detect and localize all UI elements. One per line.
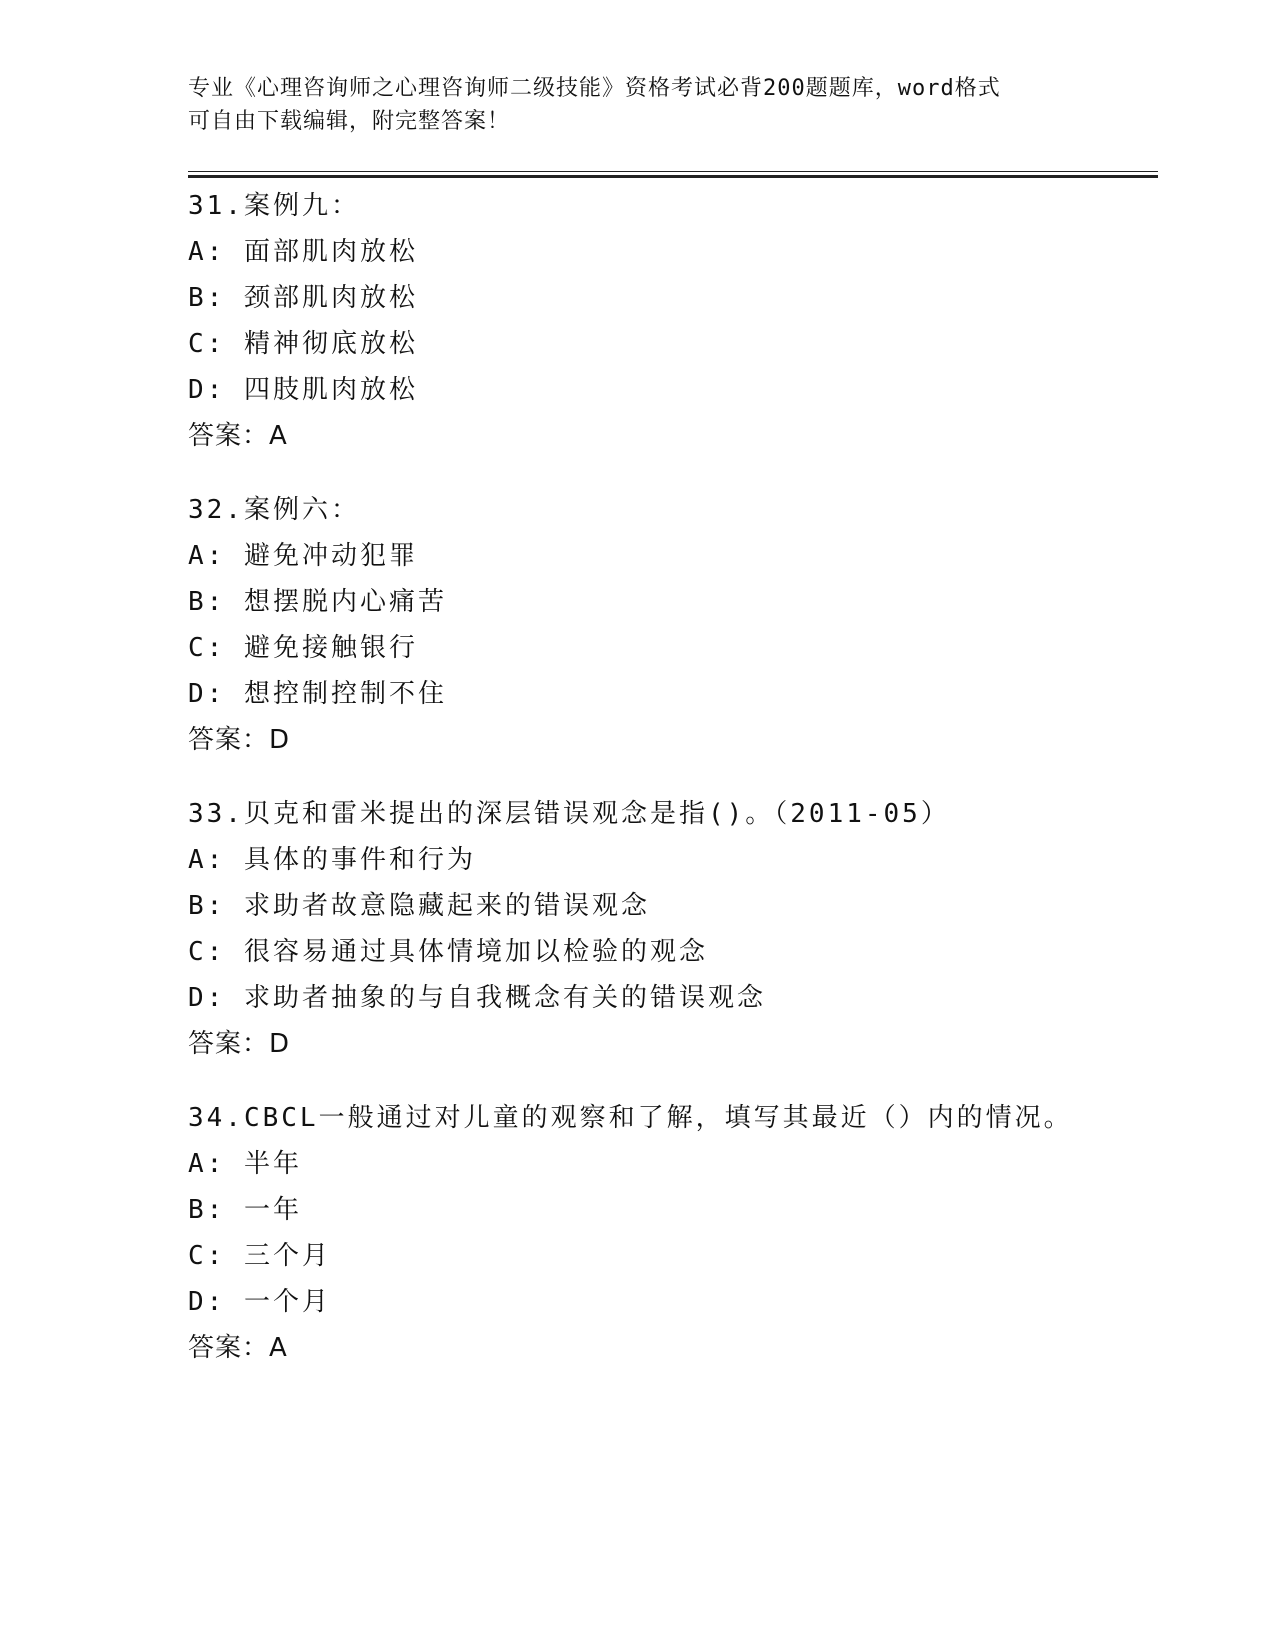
option-c: C: 很容易通过具体情境加以检验的观念 [188,937,708,967]
answer: 答案：D [188,1029,291,1059]
option-d: D: 想控制控制不住 [188,679,447,709]
document-header [188,72,1088,138]
question-stem: 33.贝克和雷米提出的深层错误观念是指()。（2011-05） [188,799,950,829]
header-line-1: 专业《心理咨询师之心理咨询师二级技能》资格考试必背200题题库，word格式 [188,76,1001,101]
option-a: A: 具体的事件和行为 [188,845,476,875]
option-c: C: 三个月 [188,1241,331,1271]
option-a: A: 避免冲动犯罪 [188,541,418,571]
option-d: D: 四肢肌肉放松 [188,375,418,405]
question-32 [188,487,1168,763]
question-stem: 31.案例九： [188,191,360,221]
answer: 答案：D [188,725,291,755]
option-d: D: 求助者抽象的与自我概念有关的错误观念 [188,983,766,1013]
option-c: C: 精神彻底放松 [188,329,418,359]
question-33 [188,791,1168,1067]
question-stem: 32.案例六： [188,495,360,525]
option-d: D: 一个月 [188,1287,331,1317]
question-34 [188,1095,1168,1371]
header-divider-thin [188,171,1158,172]
header-line-2: 可自由下载编辑，附完整答案！ [188,109,511,134]
option-a: A: 半年 [188,1149,302,1179]
question-stem: 34.CBCL一般通过对儿童的观察和了解，填写其最近（）内的情况。 [188,1103,1073,1133]
header-divider-thick [188,175,1158,178]
question-31 [188,183,1168,459]
option-b: B: 想摆脱内心痛苦 [188,587,447,617]
option-a: A: 面部肌肉放松 [188,237,418,267]
option-b: B: 颈部肌肉放松 [188,283,418,313]
option-c: C: 避免接触银行 [188,633,418,663]
answer: 答案：A [188,421,288,451]
option-b: B: 求助者故意隐藏起来的错误观念 [188,891,650,921]
answer: 答案：A [188,1333,288,1363]
option-b: B: 一年 [188,1195,302,1225]
